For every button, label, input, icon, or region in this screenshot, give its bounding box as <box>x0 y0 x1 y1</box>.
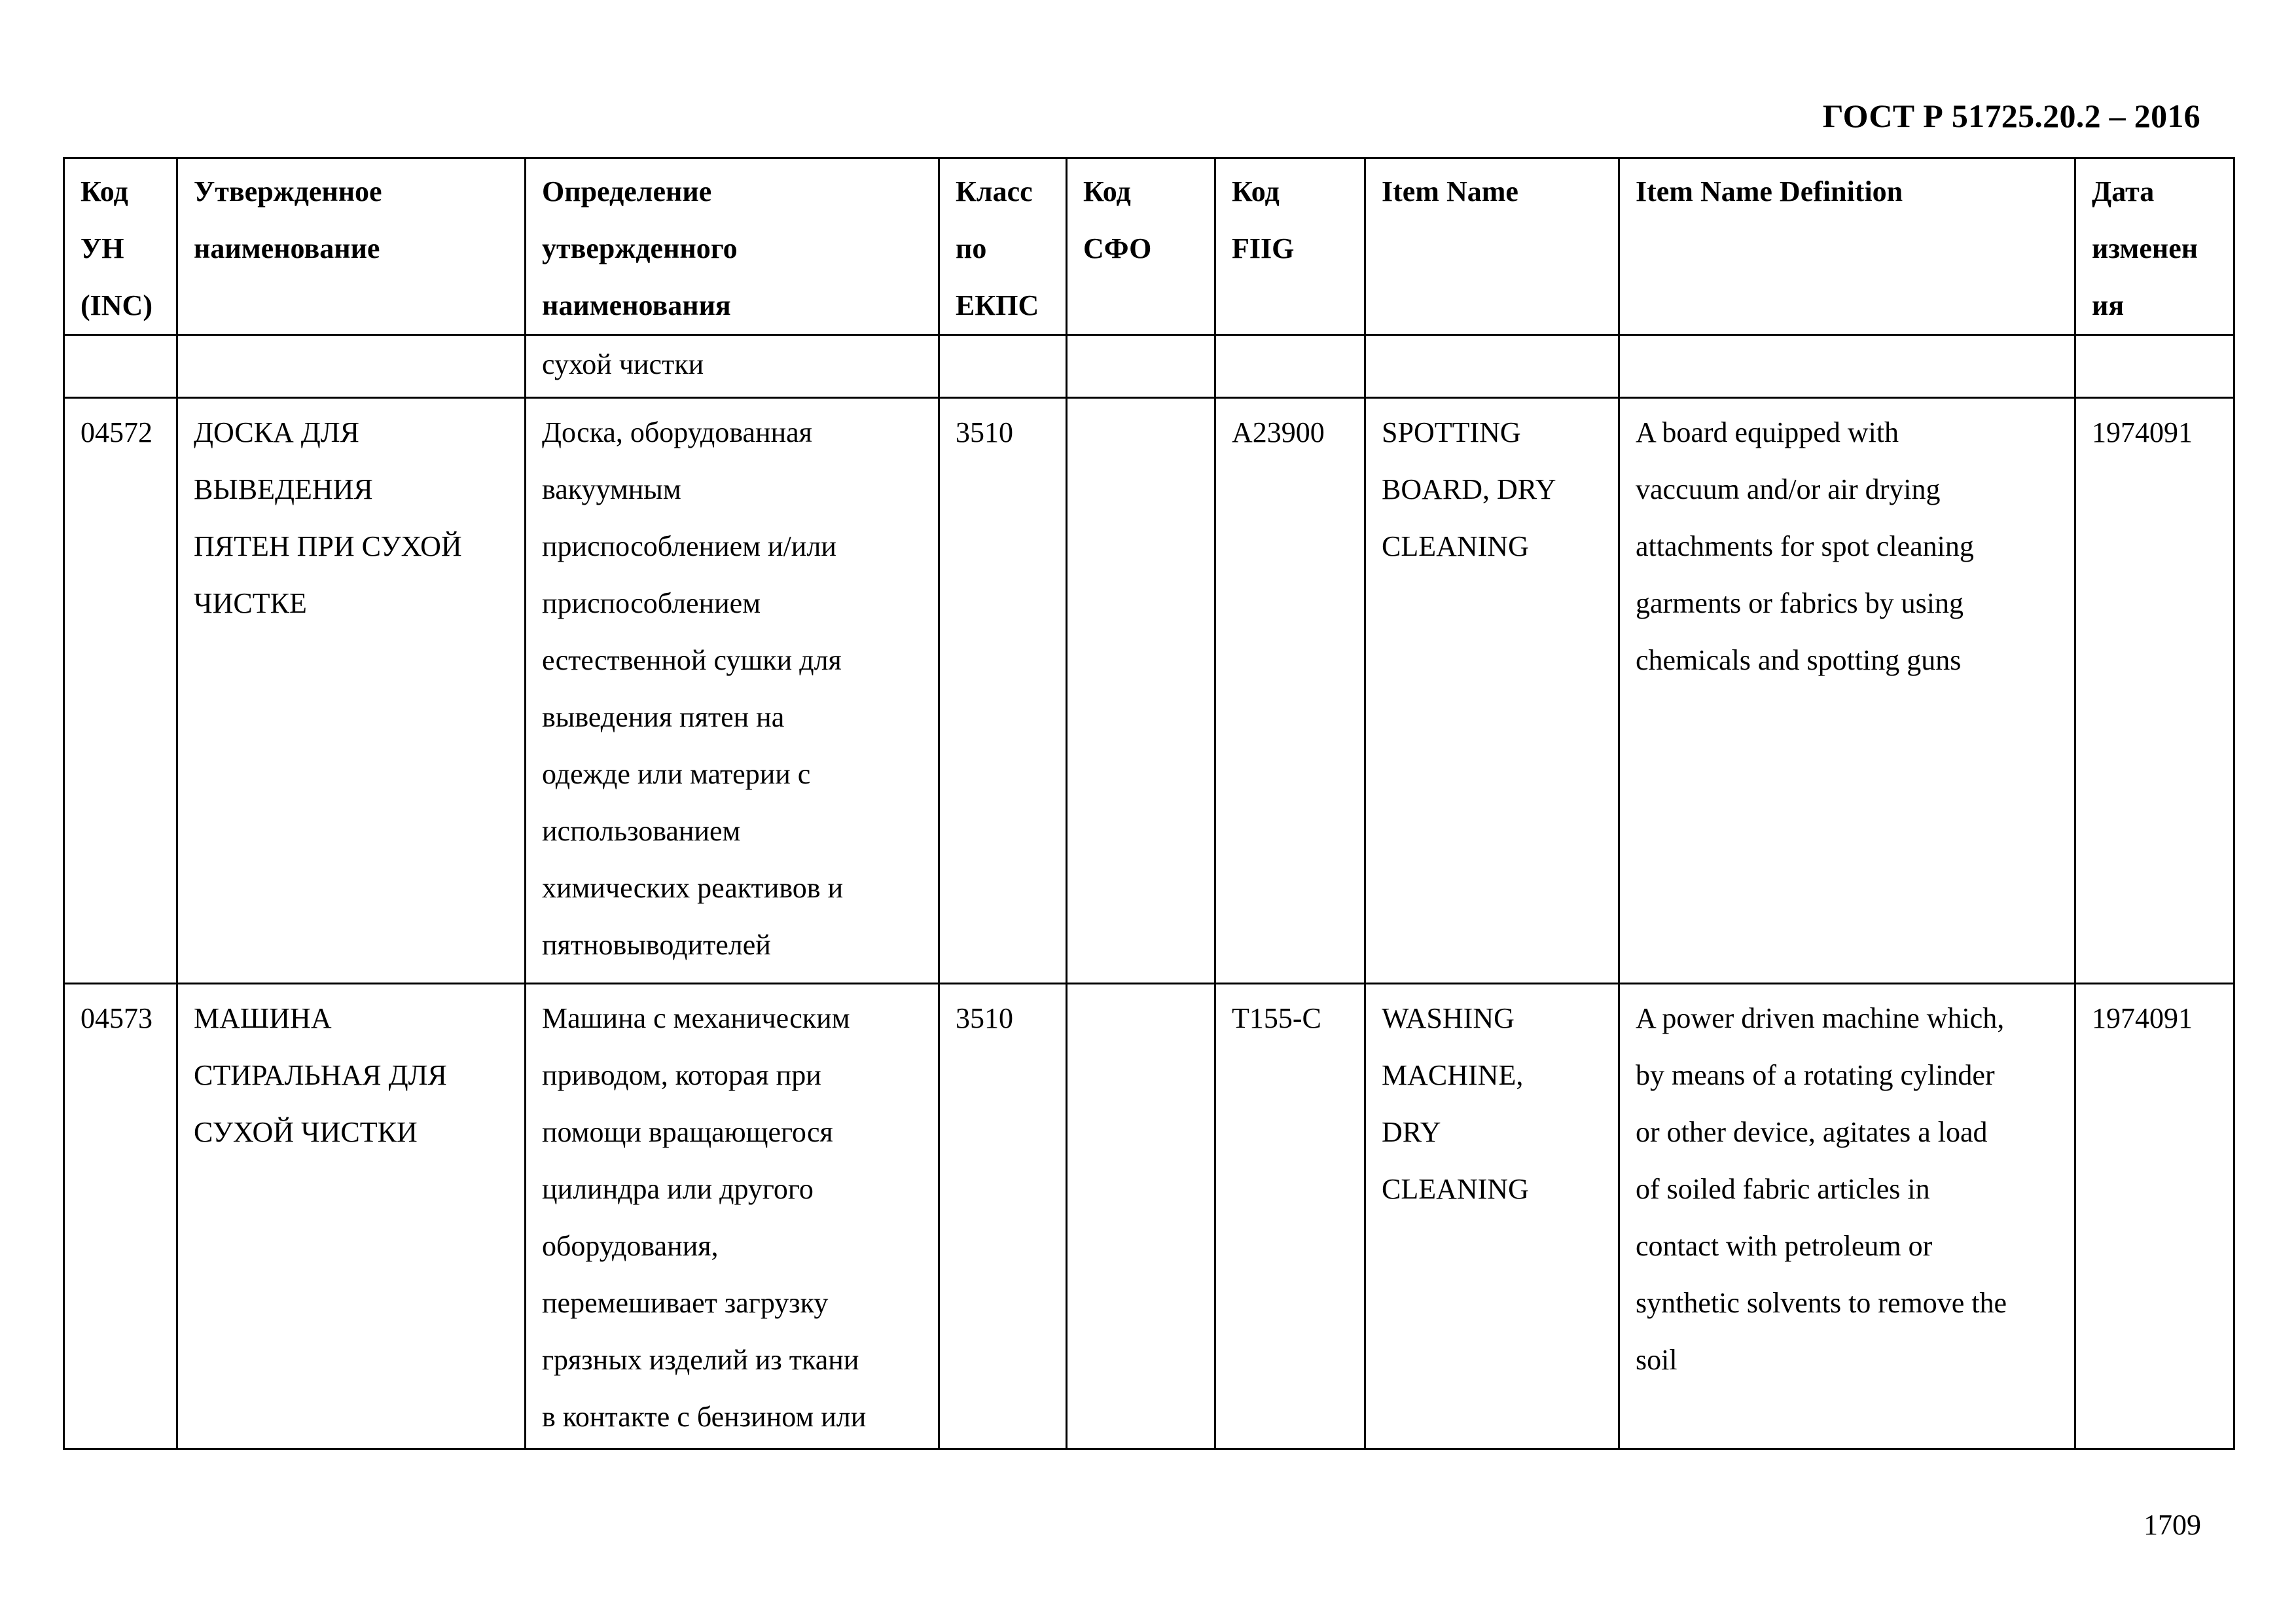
table-row <box>64 398 2234 984</box>
cell-ekps-class: 3510 <box>939 984 1067 1449</box>
cell-change-date: 1974091 <box>2075 398 2234 984</box>
cell-ekps-class: 3510 <box>939 398 1067 984</box>
header-item-name: Item Name <box>1365 158 1619 335</box>
cell-definition: Доска, оборудованная вакуумным приспособлением и/или приспособлением естественной сушки для выведения пятен на одежде или материи с использованием химических реактивов и пятновыводителей <box>526 398 939 984</box>
header-ekps-class: Класс по ЕКПС <box>939 158 1067 335</box>
cell-item-name-definition <box>1619 335 2075 398</box>
cell-item-name: SPOTTING BOARD, DRY CLEANING <box>1365 398 1619 984</box>
cell-fiig-code <box>1215 335 1365 398</box>
cell-approved-name <box>177 335 526 398</box>
cell-ekps-class <box>939 335 1067 398</box>
header-approved-name: Утвержденное наименование <box>177 158 526 335</box>
cell-fiig-code: T155-C <box>1215 984 1365 1449</box>
table-row-continuation <box>64 335 2234 398</box>
table-row <box>64 984 2234 1449</box>
header-inc-code: Код УН (INC) <box>64 158 177 335</box>
cell-item-name <box>1365 335 1619 398</box>
cell-item-name-definition: A power driven machine which, by means of a rotating cylinder or other device, agitates a load of soiled fabric articles in contact with petroleum or synthetic solvents to remove the soil <box>1619 984 2075 1449</box>
cell-definition: сухой чистки <box>526 335 939 398</box>
cell-inc-code <box>64 335 177 398</box>
cell-sfo-code <box>1067 335 1215 398</box>
document-standard-header: ГОСТ Р 51725.20.2 – 2016 <box>1822 98 2200 134</box>
header-approved-name-definition: Определение утвержденного наименования <box>526 158 939 335</box>
page-number: 1709 <box>2144 1509 2201 1541</box>
cell-sfo-code <box>1067 398 1215 984</box>
cell-inc-code: 04572 <box>64 398 177 984</box>
table-header-row <box>64 158 2234 335</box>
header-item-name-definition: Item Name Definition <box>1619 158 2075 335</box>
cell-definition: Машина с механическим приводом, которая при помощи вращающегося цилиндра или другого оборудования, перемешивает загрузку грязных изделий из ткани в контакте с бензином или <box>526 984 939 1449</box>
cell-sfo-code <box>1067 984 1215 1449</box>
cell-item-name: WASHING MACHINE, DRY CLEANING <box>1365 984 1619 1449</box>
cell-change-date <box>2075 335 2234 398</box>
cell-item-name-definition: A board equipped with vaccuum and/or air drying attachments for spot cleaning garments or fabrics by using chemicals and spotting guns <box>1619 398 2075 984</box>
cell-change-date: 1974091 <box>2075 984 2234 1449</box>
cell-fiig-code: A23900 <box>1215 398 1365 984</box>
cell-approved-name: МАШИНА СТИРАЛЬНАЯ ДЛЯ СУХОЙ ЧИСТКИ <box>177 984 526 1449</box>
header-change-date: Дата изменен ия <box>2075 158 2234 335</box>
item-names-table <box>63 157 2235 1450</box>
header-sfo-code: Код СФО <box>1067 158 1215 335</box>
header-fiig-code: Код FIIG <box>1215 158 1365 335</box>
cell-inc-code: 04573 <box>64 984 177 1449</box>
cell-approved-name: ДОСКА ДЛЯ ВЫВЕДЕНИЯ ПЯТЕН ПРИ СУХОЙ ЧИСТКЕ <box>177 398 526 984</box>
